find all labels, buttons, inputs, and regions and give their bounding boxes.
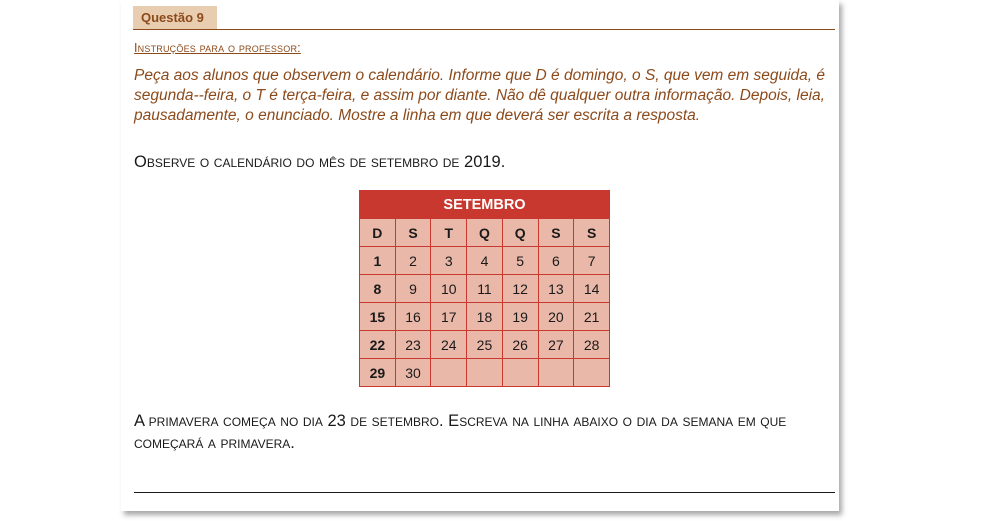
calendar-day-cell: [502, 359, 538, 387]
weekday-header: T: [431, 219, 467, 247]
calendar-week-row: [360, 247, 610, 275]
calendar-day-cell: 10: [431, 275, 467, 303]
weekday-header: Q: [502, 219, 538, 247]
weekday-header: D: [360, 219, 396, 247]
calendar-day-cell: 23: [395, 331, 431, 359]
calendar-day-cell: [574, 359, 610, 387]
calendar-day-cell: 4: [467, 247, 503, 275]
calendar-day-cell: 7: [574, 247, 610, 275]
calendar-day-cell: 17: [431, 303, 467, 331]
weekday-header-row: [360, 219, 610, 247]
calendar-day-cell: 30: [395, 359, 431, 387]
calendar-day-cell: 28: [574, 331, 610, 359]
calendar-day-cell: 29: [360, 359, 396, 387]
calendar-day-cell: 25: [467, 331, 503, 359]
calendar-day-cell: 2: [395, 247, 431, 275]
calendar-day-cell: 5: [502, 247, 538, 275]
calendar-day-cell: 21: [574, 303, 610, 331]
calendar-day-cell: 1: [360, 247, 396, 275]
calendar-day-cell: 16: [395, 303, 431, 331]
calendar-month-title: SETEMBRO: [360, 191, 610, 219]
calendar-day-cell: 12: [502, 275, 538, 303]
calendar-body: [360, 219, 610, 387]
prompt-spring-question: A primavera começa no dia 23 de setembro. Escreva na linha abaixo o dia da semana em que começará a primavera.: [134, 412, 787, 452]
calendar-day-cell: 9: [395, 275, 431, 303]
calendar-day-cell: 20: [538, 303, 574, 331]
calendar-day-cell: 22: [360, 331, 396, 359]
answer-line[interactable]: [134, 492, 835, 493]
weekday-header: S: [395, 219, 431, 247]
calendar-day-cell: 6: [538, 247, 574, 275]
question-label: Questão 9: [133, 6, 217, 30]
question-divider: [133, 29, 835, 30]
calendar-day-cell: [467, 359, 503, 387]
calendar-day-cell: 27: [538, 331, 574, 359]
instructions-title: Instruções para o professor:: [134, 41, 301, 55]
calendar-day-cell: 11: [467, 275, 503, 303]
prompt-observe-calendar: Observe o calendário do mês de setembro de 2019.: [134, 153, 506, 171]
calendar-day-cell: 8: [360, 275, 396, 303]
calendar-day-cell: 18: [467, 303, 503, 331]
calendar-day-cell: 24: [431, 331, 467, 359]
calendar-day-cell: 19: [502, 303, 538, 331]
calendar-week-row: [360, 331, 610, 359]
calendar-week-row: [360, 275, 610, 303]
weekday-header: Q: [467, 219, 503, 247]
calendar-day-cell: 14: [574, 275, 610, 303]
weekday-header: S: [574, 219, 610, 247]
calendar-day-cell: [431, 359, 467, 387]
instructions-text: Peça aos alunos que observem o calendário. Informe que D é domingo, o S, que vem em seguida, é segunda--feira, o T é terça-feira, e assim por diante. Não dê qualquer outra informação. Depois, leia, pausadamente, o enunciado. Mostre a linha em que deverá ser escrita a resposta.: [134, 67, 826, 124]
calendar-september: [359, 190, 610, 387]
calendar-week-row: [360, 303, 610, 331]
calendar-day-cell: [538, 359, 574, 387]
weekday-header: S: [538, 219, 574, 247]
calendar-day-cell: 26: [502, 331, 538, 359]
calendar-week-row: [360, 359, 610, 387]
calendar-day-cell: 3: [431, 247, 467, 275]
calendar-day-cell: 15: [360, 303, 396, 331]
calendar-day-cell: 13: [538, 275, 574, 303]
